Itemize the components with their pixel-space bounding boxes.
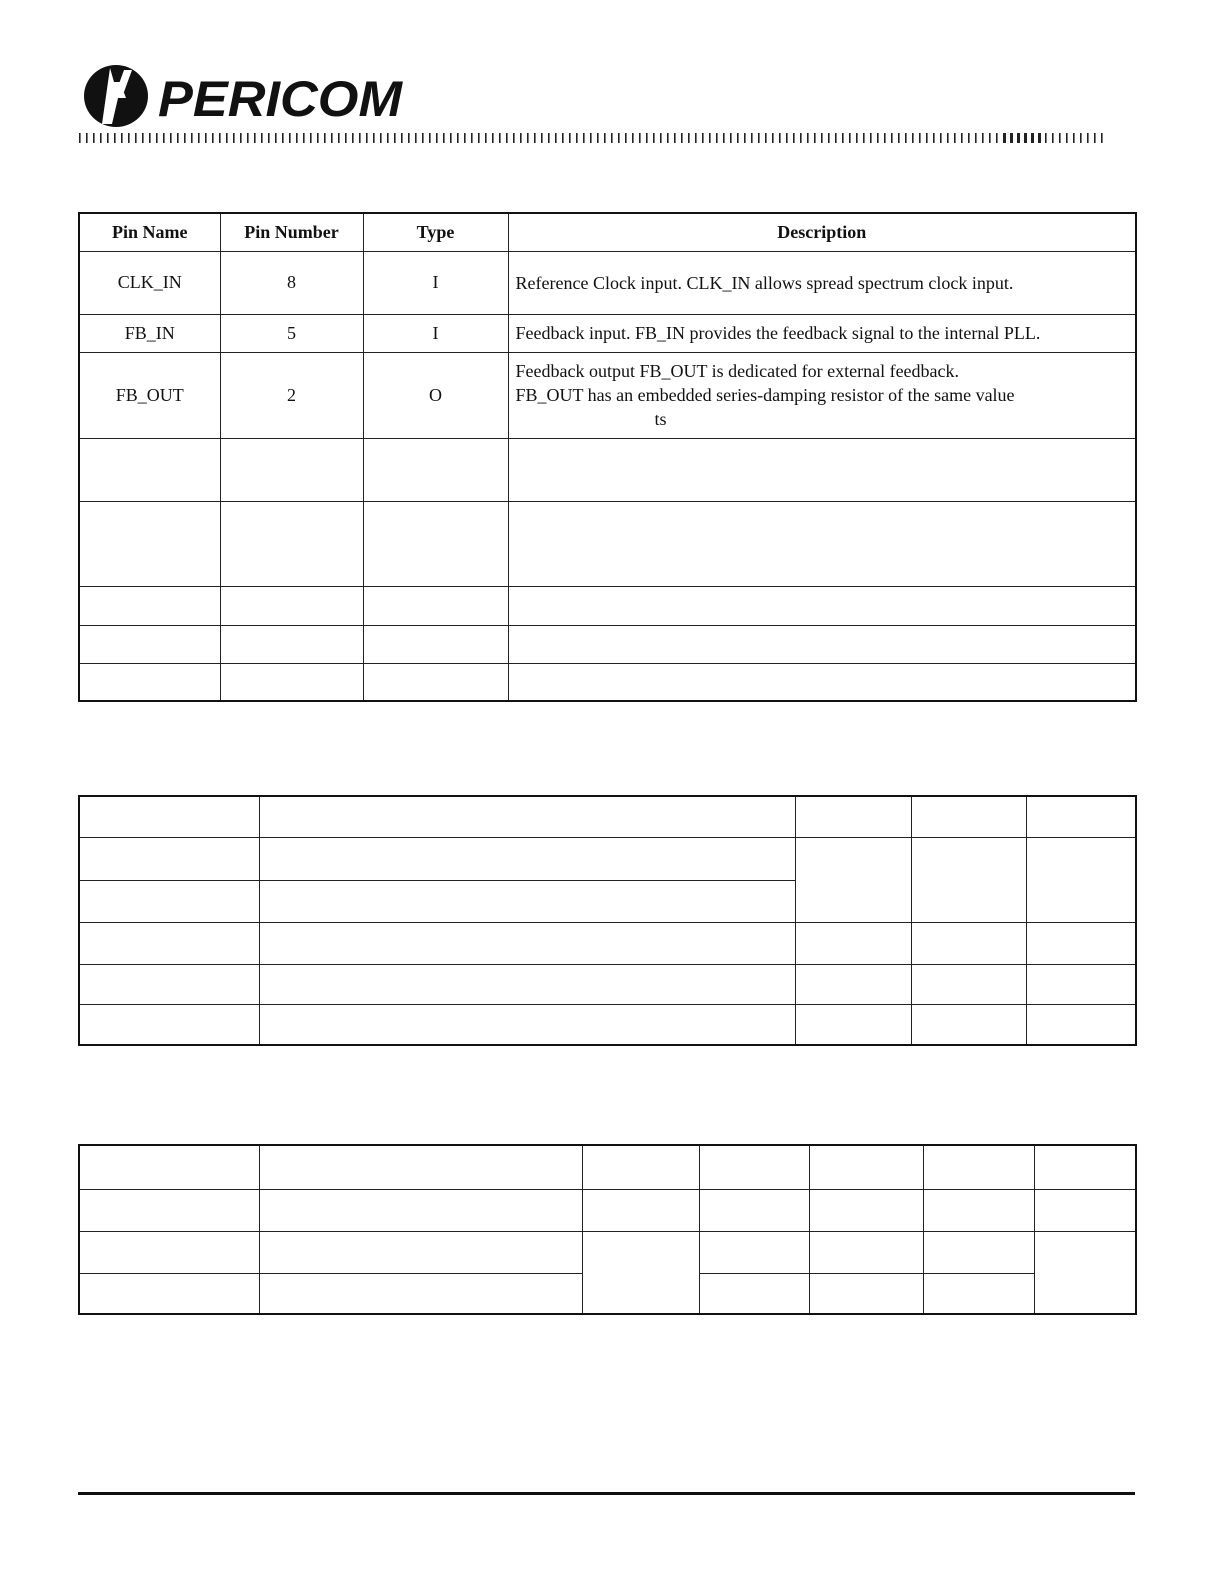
pin-number-cell: [220, 625, 363, 663]
table-cell: [259, 1189, 582, 1231]
table-row: [79, 964, 1136, 1004]
table-cell: [809, 1145, 923, 1189]
merged-cell: [795, 837, 911, 922]
table-cell: [1034, 1189, 1136, 1231]
table-cell: [259, 796, 795, 837]
pericom-logo: [80, 62, 410, 130]
table-cell: [911, 796, 1026, 837]
pin-number-cell: 8: [220, 251, 363, 314]
table-cell: [911, 922, 1026, 964]
table-cell: [795, 964, 911, 1004]
table-cell: [923, 1231, 1034, 1273]
pin-description-cell: [508, 663, 1136, 701]
header-tick-rule: [79, 133, 1109, 145]
table-cell: [259, 922, 795, 964]
table-cell: [809, 1189, 923, 1231]
table-cell: [1034, 1145, 1136, 1189]
table-cell: [699, 1145, 809, 1189]
merged-cell: [1034, 1231, 1136, 1314]
table-cell: [79, 1273, 259, 1314]
table-cell: [79, 964, 259, 1004]
table-cell: [79, 880, 259, 922]
pin-number-cell: 5: [220, 314, 363, 352]
table-row: [79, 1004, 1136, 1045]
description-line: Reference Clock input. CLK_IN allows spread spectrum clock input.: [515, 272, 1014, 293]
table-cell: [79, 1231, 259, 1273]
table-cell: [911, 1004, 1026, 1045]
pin-number-cell: [220, 501, 363, 586]
table-cell: [911, 964, 1026, 1004]
pin-name-cell: FB_OUT: [79, 352, 220, 438]
pin-name-cell: [79, 501, 220, 586]
table-cell: [79, 1145, 259, 1189]
pin-description-cell: [508, 251, 1136, 314]
pin-name-cell: [79, 438, 220, 501]
table-cell: [79, 1189, 259, 1231]
table-cell: [259, 837, 795, 880]
pin-name-cell: [79, 586, 220, 625]
pin-type-cell: [363, 663, 508, 701]
pin-description-cell: [508, 501, 1136, 586]
pin-description-cell: [508, 314, 1136, 352]
table-cell: [582, 1145, 699, 1189]
table-cell: [582, 1189, 699, 1231]
pin-description-cell: [508, 438, 1136, 501]
header-description: Description: [508, 213, 1136, 251]
svg-text:PERICOM: PERICOM: [158, 71, 404, 127]
table-cell: [699, 1231, 809, 1273]
pin-name-cell: [79, 663, 220, 701]
characteristics-table: [78, 1144, 1137, 1315]
table-cell: [1026, 964, 1136, 1004]
table-row: [79, 501, 1136, 586]
table-row: [79, 796, 1136, 837]
table-cell: [79, 922, 259, 964]
table-row: [79, 1189, 1136, 1231]
table-cell: [809, 1273, 923, 1314]
pin-description-table: [78, 212, 1137, 702]
pin-type-cell: I: [363, 251, 508, 314]
table-cell: [923, 1273, 1034, 1314]
pin-number-cell: 2: [220, 352, 363, 438]
pin-number-cell: [220, 663, 363, 701]
header-pin-name: Pin Name: [79, 213, 220, 251]
table-cell: [795, 922, 911, 964]
header-type: Type: [363, 213, 508, 251]
table-cell: [923, 1145, 1034, 1189]
table-cell: [699, 1189, 809, 1231]
table-cell: [259, 1145, 582, 1189]
merged-cell: [1026, 837, 1136, 922]
pin-name-cell: CLK_IN: [79, 251, 220, 314]
table-cell: [795, 796, 911, 837]
table-row: [79, 1145, 1136, 1189]
table-cell: [809, 1231, 923, 1273]
table-cell: [1026, 796, 1136, 837]
table-row: [79, 625, 1136, 663]
table-row: [79, 922, 1136, 964]
table-row: [79, 314, 1136, 352]
description-line: Feedback output FB_OUT is dedicated for external feedback.: [515, 361, 960, 381]
description-line: ts: [654, 409, 667, 429]
pin-number-cell: [220, 586, 363, 625]
pin-type-cell: [363, 501, 508, 586]
table-row: [79, 586, 1136, 625]
pin-name-cell: FB_IN: [79, 314, 220, 352]
pin-description-cell: [508, 586, 1136, 625]
table-cell: [699, 1273, 809, 1314]
table-cell: [259, 964, 795, 1004]
table-row: [79, 663, 1136, 701]
pin-type-cell: I: [363, 314, 508, 352]
pin-type-cell: O: [363, 352, 508, 438]
pin-table-header-row: [79, 213, 1136, 251]
table-cell: [259, 1004, 795, 1045]
pin-description-cell: [508, 352, 1136, 438]
table-cell: [79, 1004, 259, 1045]
table-cell: [79, 837, 259, 880]
table-row: [79, 1231, 1136, 1273]
table-row: [79, 352, 1136, 438]
pin-type-cell: [363, 586, 508, 625]
table-cell: [79, 796, 259, 837]
table-cell: [259, 880, 795, 922]
merged-cell: [582, 1231, 699, 1314]
ratings-table: [78, 795, 1137, 1046]
table-row: [79, 837, 1136, 880]
description-line: FB_OUT has an embedded series-damping resistor of the same value: [515, 385, 1015, 405]
table-cell: [1026, 922, 1136, 964]
pin-name-cell: [79, 625, 220, 663]
pin-type-cell: [363, 438, 508, 501]
footer-rule: [78, 1492, 1135, 1495]
merged-cell: [911, 837, 1026, 922]
table-cell: [259, 1231, 582, 1273]
description-line: Feedback input. FB_IN provides the feedback signal to the internal PLL.: [515, 323, 1041, 343]
pin-number-cell: [220, 438, 363, 501]
table-cell: [923, 1189, 1034, 1231]
pin-type-cell: [363, 625, 508, 663]
table-cell: [1026, 1004, 1136, 1045]
table-row: [79, 251, 1136, 314]
header-pin-number: Pin Number: [220, 213, 363, 251]
table-cell: [259, 1273, 582, 1314]
table-cell: [795, 1004, 911, 1045]
pin-description-cell: [508, 625, 1136, 663]
table-row: [79, 438, 1136, 501]
